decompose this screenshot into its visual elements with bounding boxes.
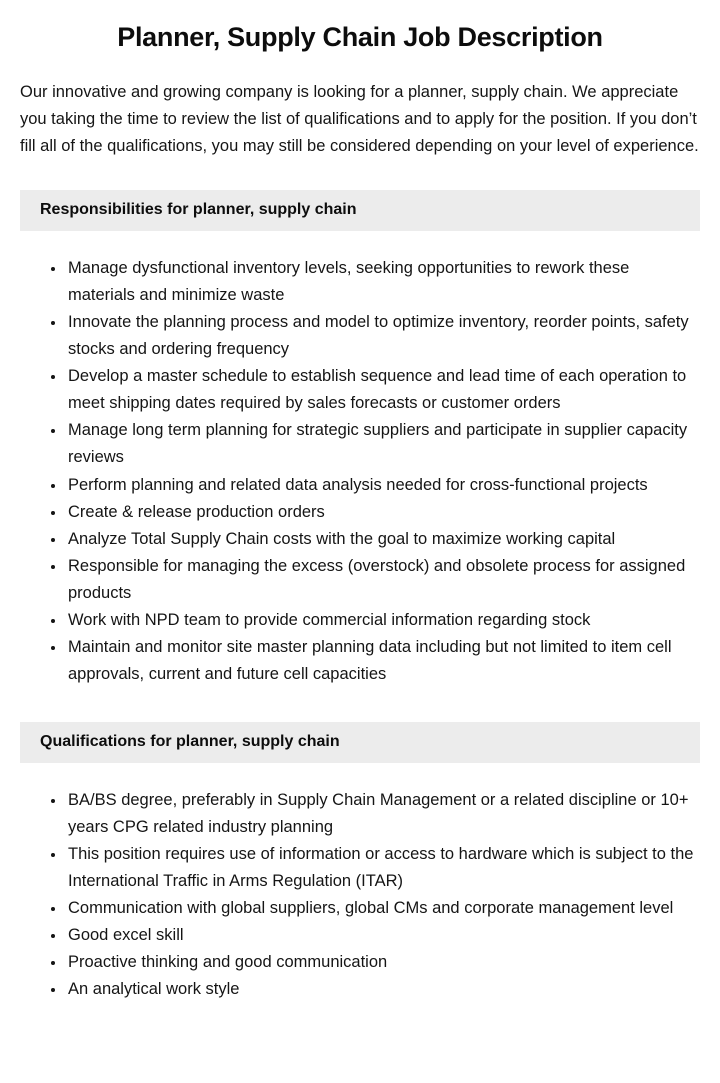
responsibilities-list [20, 255, 700, 688]
list-item: • Manage dysfunctional inventory levels, seeking opportunities to rework these materials and minimize waste [66, 255, 700, 309]
page-title: Planner, Supply Chain Job Description [117, 22, 603, 52]
qualifications-list [20, 787, 700, 1003]
list-item: • Analyze Total Supply Chain costs with the goal to maximize working capital [66, 526, 700, 553]
list-item: • An analytical work style [66, 976, 700, 1003]
responsibilities-heading: Responsibilities for planner, supply chain [20, 190, 700, 231]
list-item: • BA/BS degree, preferably in Supply Chain Management or a related discipline or 10+ years CPG related industry planning [66, 787, 700, 841]
list-item: • Responsible for managing the excess (overstock) and obsolete process for assigned products [66, 553, 700, 607]
responsibilities-section [20, 190, 700, 688]
qualifications-section [20, 722, 700, 1003]
list-item: • Proactive thinking and good communication [66, 949, 700, 976]
intro-paragraph: Our innovative and growing company is looking for a planner, supply chain. We appreciate you taking the time to review the list of qualifications and to apply for the position. If you don’t fill all of the qualifications, you may still be considered depending on your level of experience. [20, 83, 699, 156]
list-item: • Manage long term planning for strategic suppliers and participate in supplier capacity reviews [66, 417, 700, 471]
list-item: • Develop a master schedule to establish sequence and lead time of each operation to meet shipping dates required by sales forecasts or customer orders [66, 363, 700, 417]
list-item: • Communication with global suppliers, global CMs and corporate management level [66, 895, 700, 922]
qualifications-heading: Qualifications for planner, supply chain [20, 722, 700, 763]
list-item: • Perform planning and related data analysis needed for cross-functional projects [66, 472, 700, 499]
list-item: • Good excel skill [66, 922, 700, 949]
list-item: • Create & release production orders [66, 499, 700, 526]
list-item: • Work with NPD team to provide commercial information regarding stock [66, 607, 700, 634]
list-item: • Maintain and monitor site master planning data including but not limited to item cell approvals, current and future cell capacities [66, 634, 700, 688]
list-item: • This position requires use of information or access to hardware which is subject to the International Traffic in Arms Regulation (ITAR) [66, 841, 700, 895]
list-item: • Innovate the planning process and model to optimize inventory, reorder points, safety stocks and ordering frequency [66, 309, 700, 363]
